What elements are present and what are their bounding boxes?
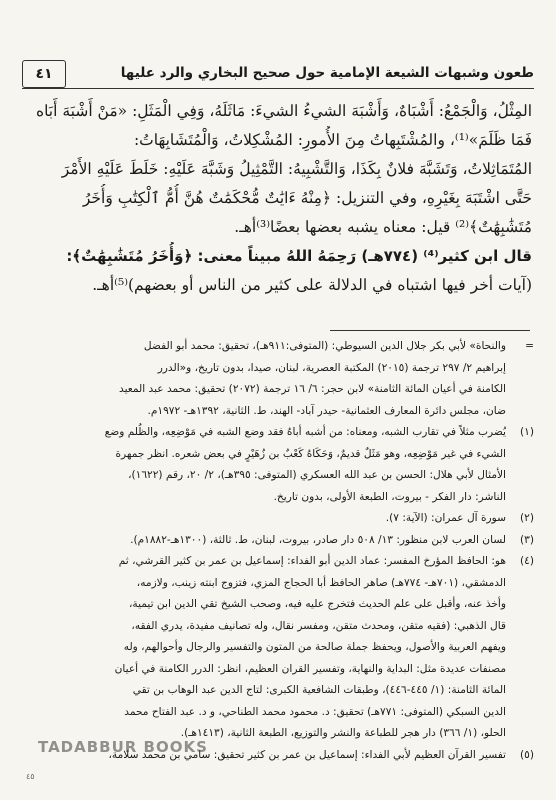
footnote-line: المائة الثامنة: (١/ ٤٤٥-٤٤٦)، وطبقات الشافعية الكبرى: لتاج الدين عبد الوهاب بن تقي <box>132 684 506 696</box>
text-line: حَتَّى اشْتَبَهَ بِغَيْرِهِ، وفي التنزيل: ﴿مِنْهُ ءَايَٰتٌ مُّحْكَمَٰتٌ هُنَّ أُمُّ ٱلْكِتَٰبِ وَأُخَرُ <box>82 189 532 207</box>
footnote-number: (٢) <box>520 512 534 524</box>
watermark: TADABBUR BOOKS <box>38 738 208 756</box>
footnote-number: (١) <box>520 426 534 438</box>
footnote-line: يُضرب مثلاً في تقارب الشبه، ومعناه: من أشبه أباهُ فقد وضع الشبه في مَوْضِعِه، والظُلم وضع <box>104 426 506 438</box>
footnote-line: الكامنة في أعيان المائة الثامنة» لابن حجر: ٦/ ١٦ ترجمة (٢٠٧٢) تحقيق: محمد عبد المعيد <box>119 383 506 395</box>
footnote <box>24 551 534 745</box>
footnote-line: سورة آل عمران: (الآية: ٧). <box>385 512 506 524</box>
quote-intro: قال ابن كثير⁽⁴⁾ (٧٧٤هـ) رَحِمَهُ اللهُ مبيناً معنى: ﴿وَأُخَرُ مُتَشَٰبِهَٰتٌ﴾: <box>66 247 532 265</box>
footnote-line: الناشر: دار الفكر - بيروت، الطبعة الأولى، بدون تاريخ. <box>273 490 506 503</box>
footnote-line: مصنفات عديدة مثل: البداية والنهاية، وتفسير القران العظيم، انظر: الدرر الكامنة في أعيان <box>114 662 506 675</box>
footnote-line: تفسير القرآن العظيم لأبي الفداء: إسماعيل بن عمر بن كثير تحقيق: سامي بن محمد سلامة، <box>108 748 506 761</box>
quote-text: (آيات أخر فيها اشتباه في الدلالة على كثير من الناس أو بعضهم)⁽⁵⁾أهـ. <box>92 276 532 294</box>
footnote-number: (٥) <box>520 748 534 761</box>
text-line: المِثْلُ، وَالْجَمْعُ: أَشْبَاهٌ، وَأَشْبَهَ الشيءُ الشيءَ: مَاثَلَهُ، وَفِي الْمَثَلِ: «مَنْ أَشْبَهَ أَبَاه <box>35 102 532 120</box>
footnote <box>24 422 534 508</box>
footnote-separator <box>330 330 530 331</box>
footnote <box>24 336 534 422</box>
footnote-number: (٤) <box>520 555 534 567</box>
footnote-number: = <box>525 340 534 352</box>
text-line: المُتَمَاثِلاتُ، وَتَشَبَّهَ فلانٌ بِكَذَا، وَالتَّشْبِيهُ: التَّمْثِيلُ وَشَبَّهَ عَلَيْهِ: خَلَطَ عَلَيْهِ الأَمْرَ <box>61 160 532 178</box>
text-line: مُتَشَٰبِهَٰتٌ﴾⁽²⁾ قيل: معناه يشبه بعضها بعضًا⁽³⁾أهـ. <box>234 218 532 236</box>
footnote-line: والنحاة» لأبي بكر جلال الدين السيوطي: (المتوفى:٩١١هـ)، تحقيق: محمد أبو الفضل <box>143 340 506 352</box>
footnote-line: الدين السبكي (المتوفى: ٧٧١هـ) تحقيق: د. محمود محمد الطناحي، و د. عبد الفتاح محمد <box>124 705 506 718</box>
footnote-number: (٣) <box>520 533 534 546</box>
footnote-line: الأمثال لأبي هلال: الحسن بن عبد الله العسكري (المتوفى: ٣٩٥هـ)، ٢/ ٢٠، رقم (١٦٢٢)، <box>128 469 506 481</box>
footnote-line: وأخذ عنه، وأقبل على علم الحديث فتخرج عليه فيه، وصحب الشيخ تقي الدين ابن تيمية، <box>129 598 506 610</box>
running-title: طعون وشبهات الشيعة الإمامية حول صحيح البخاري والرد عليها <box>120 65 534 81</box>
footnote-line: قال الذهبي: (فقيه متقن، ومحدث متقن، ومفسر نقال، وله تصانيف مفيدة، يدري الفقه، <box>131 619 506 632</box>
footnote-line: ويفهم العربية والأصول، ويحفظ جملة صالحة من المتون والتفسير والرجال وأحوالهم، وله <box>123 641 506 653</box>
footnote-line: هو: الحافظ المؤرخ المفسر: عماد الدين أبو الفداء: إسماعيل بن عمر بن كثير القرشي، ثم <box>118 555 506 567</box>
footnote <box>24 530 534 552</box>
footnote-line: إبراهيم ٢/ ٢٩٧ ترجمة (٢٠١٥) المكتبة العصرية، لبنان، صيدا، بدون تاريخ، و«الدرر <box>157 361 506 374</box>
footnotes <box>24 336 534 766</box>
footnote-line: لسان العرب لابن منظور: ١٣/ ٥٠٨ دار صادر، بيروت، لبنان، ط. ثالثة، (١٣٠٠هـ-١٨٨٢م). <box>130 533 506 546</box>
footnote-line: الشيء في غير مَوْضِعِه، وهو مَثَلٌ قديمٌ، وَحَكَاهُ كَعْبٌ بن زُهَيْرٍ في بعض شعره. انظر جمهرة <box>115 447 506 460</box>
footnote-line: الدمشقي، (٧٠١هـ- ٧٧٤هـ) صاهر الحافظ أبا الحجاج المزي، فتزوج ابنته زينب، ولازمه، <box>136 576 506 589</box>
main-text <box>26 97 532 300</box>
text-line: فَمَا ظَلَمَ»⁽¹⁾، والمُشْتَبِهاتُ مِنَ الأُمورِ: المُشْكِلاتُ، وَالْمُتَشَابِهَاتُ: <box>133 131 532 149</box>
page-number: ٤١ <box>22 60 66 88</box>
bottom-mark: ٤٥ <box>26 772 35 781</box>
footnote-line: ضان، مجلس دائرة المعارف العثمانية- حيدر آباد- الهند، ط. الثانية، ١٣٩٢هـ- ١٩٧٢م. <box>147 404 506 417</box>
page-header <box>22 58 534 89</box>
footnote-line: الحلو، (١/ ٣٦٦) دار هجر للطباعة والنشر والتوزيع، الطبعة الثانية، (١٤١٣هـ). <box>180 727 506 739</box>
footnote <box>24 508 534 530</box>
